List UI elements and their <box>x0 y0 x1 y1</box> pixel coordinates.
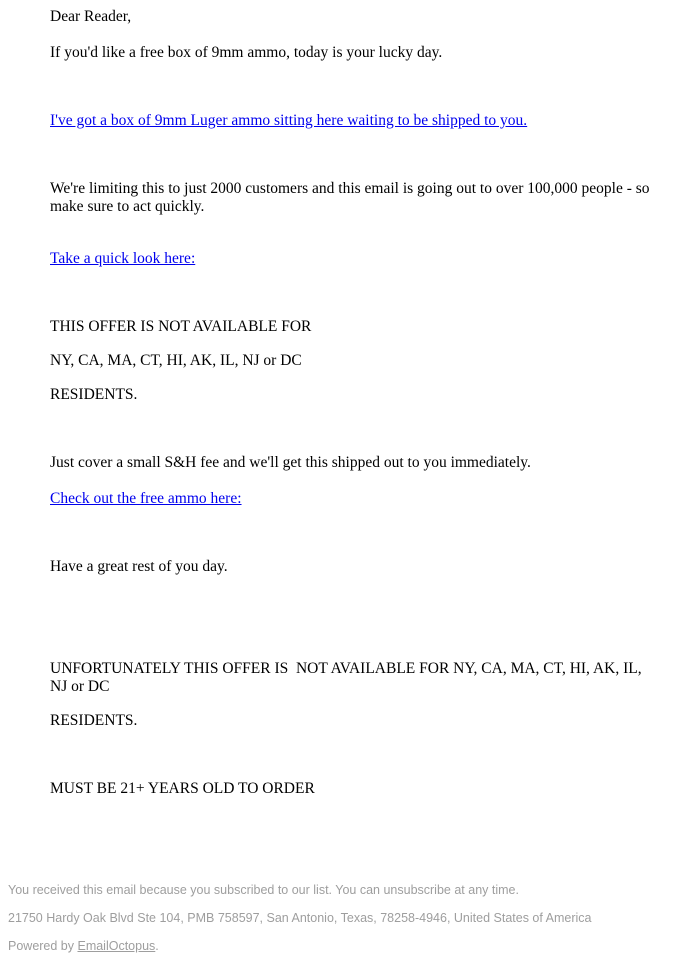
emailoctopus-link[interactable]: EmailOctopus <box>77 939 156 953</box>
shipping-text: Just cover a small S&H fee and we'll get this shipped out to you immediately. <box>50 454 531 471</box>
quick-look-link[interactable]: Take a quick look here: <box>50 250 196 267</box>
age-notice: MUST BE 21+ YEARS OLD TO ORDER <box>50 780 315 797</box>
free-ammo-link[interactable]: Check out the free ammo here: <box>50 490 242 507</box>
greeting-text: Dear Reader, <box>50 8 132 25</box>
restriction-line-3: RESIDENTS. <box>50 386 138 403</box>
quick-look-paragraph <box>50 250 650 268</box>
limit-text: We're limiting this to just 2000 customers and this email is going out to over 100,000 people - so make sure to act quickly. <box>50 180 650 215</box>
residents-text: RESIDENTS. <box>50 712 138 729</box>
powered-by <box>8 939 688 954</box>
restriction-line-1: THIS OFFER IS NOT AVAILABLE FOR <box>50 318 312 335</box>
footer-address: 21750 Hardy Oak Blvd Ste 104, PMB 758597, San Antonio, Texas, 78258-4946, United States of America <box>8 911 592 925</box>
unfortunately-text: UNFORTUNATELY THIS OFFER IS NOT AVAILABLE FOR NY, CA, MA, CT, HI, AK, IL, NJ or DC <box>50 660 646 695</box>
offer-paragraph <box>50 112 650 130</box>
powered-by-prefix: Powered by <box>8 939 78 953</box>
signoff-text: Have a great rest of you day. <box>50 558 228 575</box>
main-offer-link[interactable]: I've got a box of 9mm Luger ammo sitting here waiting to be shipped to you. <box>50 112 528 129</box>
free-ammo-paragraph <box>50 490 650 508</box>
subscription-notice: You received this email because you subscribed to our list. You can unsubscribe at any time. <box>8 883 519 897</box>
powered-by-suffix: . <box>155 939 159 953</box>
restriction-line-2: NY, CA, MA, CT, HI, AK, IL, NJ or DC <box>50 352 302 369</box>
intro-text: If you'd like a free box of 9mm ammo, today is your lucky day. <box>50 44 443 61</box>
